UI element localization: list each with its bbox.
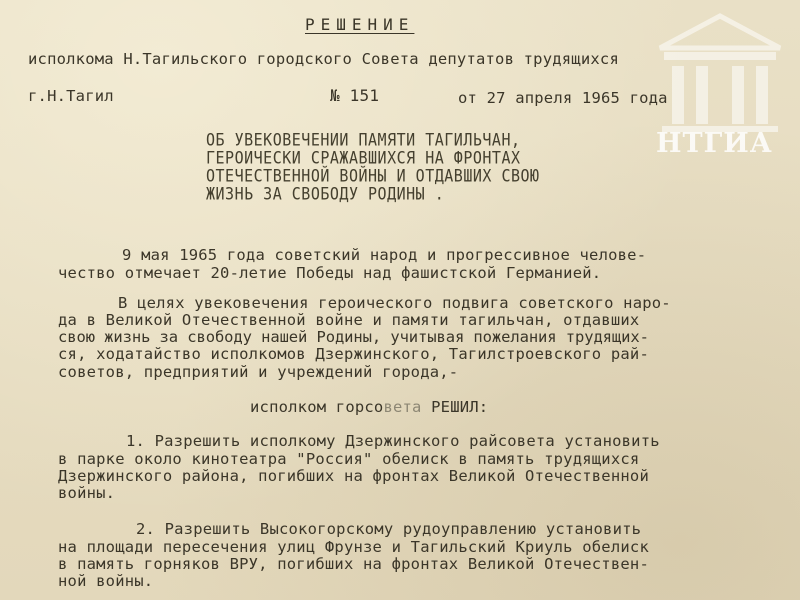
paragraph-line: 9 мая 1965 года советский народ и прогрессивное челове- [122,246,647,264]
city: г.Н.Тагил [28,87,114,105]
item-line: на площади пересечения улиц Фрунзе и Тагильский Криуль обелиск [58,538,649,556]
resolved-heading [250,398,488,416]
issuer-line: исполкома Н.Тагильского городского Совета депутатов трудящихся [28,50,619,68]
resolved-faint: вета [383,398,422,416]
resolved-suffix: РЕШИЛ: [431,398,489,416]
paragraph-line: В целях увековечения героического подвига советского наро- [118,294,671,312]
item-line: войны. [58,484,116,502]
item-line: в парке около кинотеатра "Россия" обелиск в память трудящихся [58,450,640,468]
paragraph-line: советов, предприятий и учреждений города,- [58,363,459,381]
item-line: 2. Разрешить Высокогорскому рудоуправлению установить [136,520,642,538]
item-line: ной войны. [58,572,154,590]
archive-watermark-text: НТГИА [656,128,773,159]
subject-line: ЖИЗНЬ ЗА СВОБОДУ РОДИНЫ . [206,184,445,205]
document-date: от 27 апреля 1965 года [458,89,668,107]
item-line: Дзержинского района, погибших на фронтах Великой Отечественной [58,467,649,485]
paragraph-line: свою жизнь за свободу нашей Родины, учитывая пожелания трудящих- [58,328,649,346]
subject-line: ОБ УВЕКОВЕЧЕНИИ ПАМЯТИ ТАГИЛЬЧАН, [206,130,521,151]
item-line: 1. Разрешить исполкому Дзержинского райсовета установить [126,432,660,450]
resolved-prefix: исполком горсо [250,398,384,416]
paragraph-line: ся, ходатайство исполкомов Дзержинского, Тагилстроевского рай- [58,345,649,363]
document-title: РЕШЕНИЕ [305,15,415,34]
paragraph-line: чество отмечает 20-летие Победы над фашистской Германией. [58,264,602,282]
subject-line: ГЕРОИЧЕСКИ СРАЖАВШИХСЯ НА ФРОНТАХ [206,148,521,169]
subject-line: ОТЕЧЕСТВЕННОЙ ВОЙНЫ И ОТДАВШИХ СВОЮ [206,166,540,187]
paragraph-line: да в Великой Отечественной войне и памяти тагильчан, отдавших [58,311,640,329]
document-number: № 151 [330,86,380,105]
item-line: в память горняков ВРУ, погибших на фронтах Великой Отечествен- [58,555,649,573]
